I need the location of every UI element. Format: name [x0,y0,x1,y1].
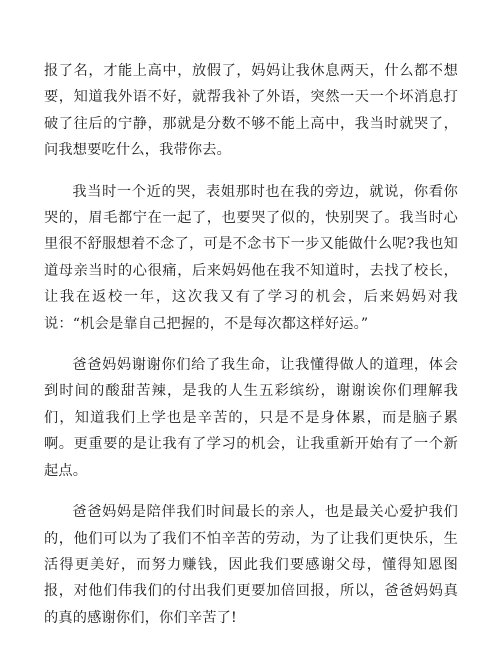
paragraph-2: 我当时一个近的哭，表姐那时也在我的旁边，就说，你看你哭的，眉毛都宁在一起了，也要哭了似的，快别哭了。我当时心里很不舒服想着不念了，可是不念书下一步又能做什么呢?我也知道母亲当时的心很痛，后来妈妈他在我不知道时，去找了校长，让我在返校一年，这次我又有了学习的机会，后来妈妈对我说：“机会是靠自己把握的，不是每次都这样好运。” [44,183,458,332]
document-body [44,58,458,646]
paragraph-3: 爸爸妈妈谢谢你们给了我生命，让我懂得做人的道理，体会到时间的酸甜苦辣，是我的人生五彩缤纷，谢谢诶你们理解我们，知道我们上学也是辛苦的，只是不是身体累，而是脑子累啊。更重要的是让我有了学习的机会，让我重新开始有了一个新起点。 [44,357,458,479]
paragraph-1: 报了名，才能上高中，放假了，妈妈让我休息两天，什么都不想要，知道我外语不好，就帮我补了外语，突然一天一个坏消息打破了往后的宁静，那就是分数不够不能上高中，我当时就哭了，问我想要吃什么，我带你去。 [44,63,458,159]
paragraph-4: 爸爸妈妈是陪伴我们时间最长的亲人，也是最关心爱护我们的，他们可以为了我们不怕辛苦的劳动，为了让我们更快乐，生活得更美好，而努力赚钱，因此我们要感谢父母，懂得知恩图报，对他们伟我们的付出我们更要加倍回报，所以，爸爸妈妈真的真的感谢你们，你们辛苦了! [44,504,458,626]
